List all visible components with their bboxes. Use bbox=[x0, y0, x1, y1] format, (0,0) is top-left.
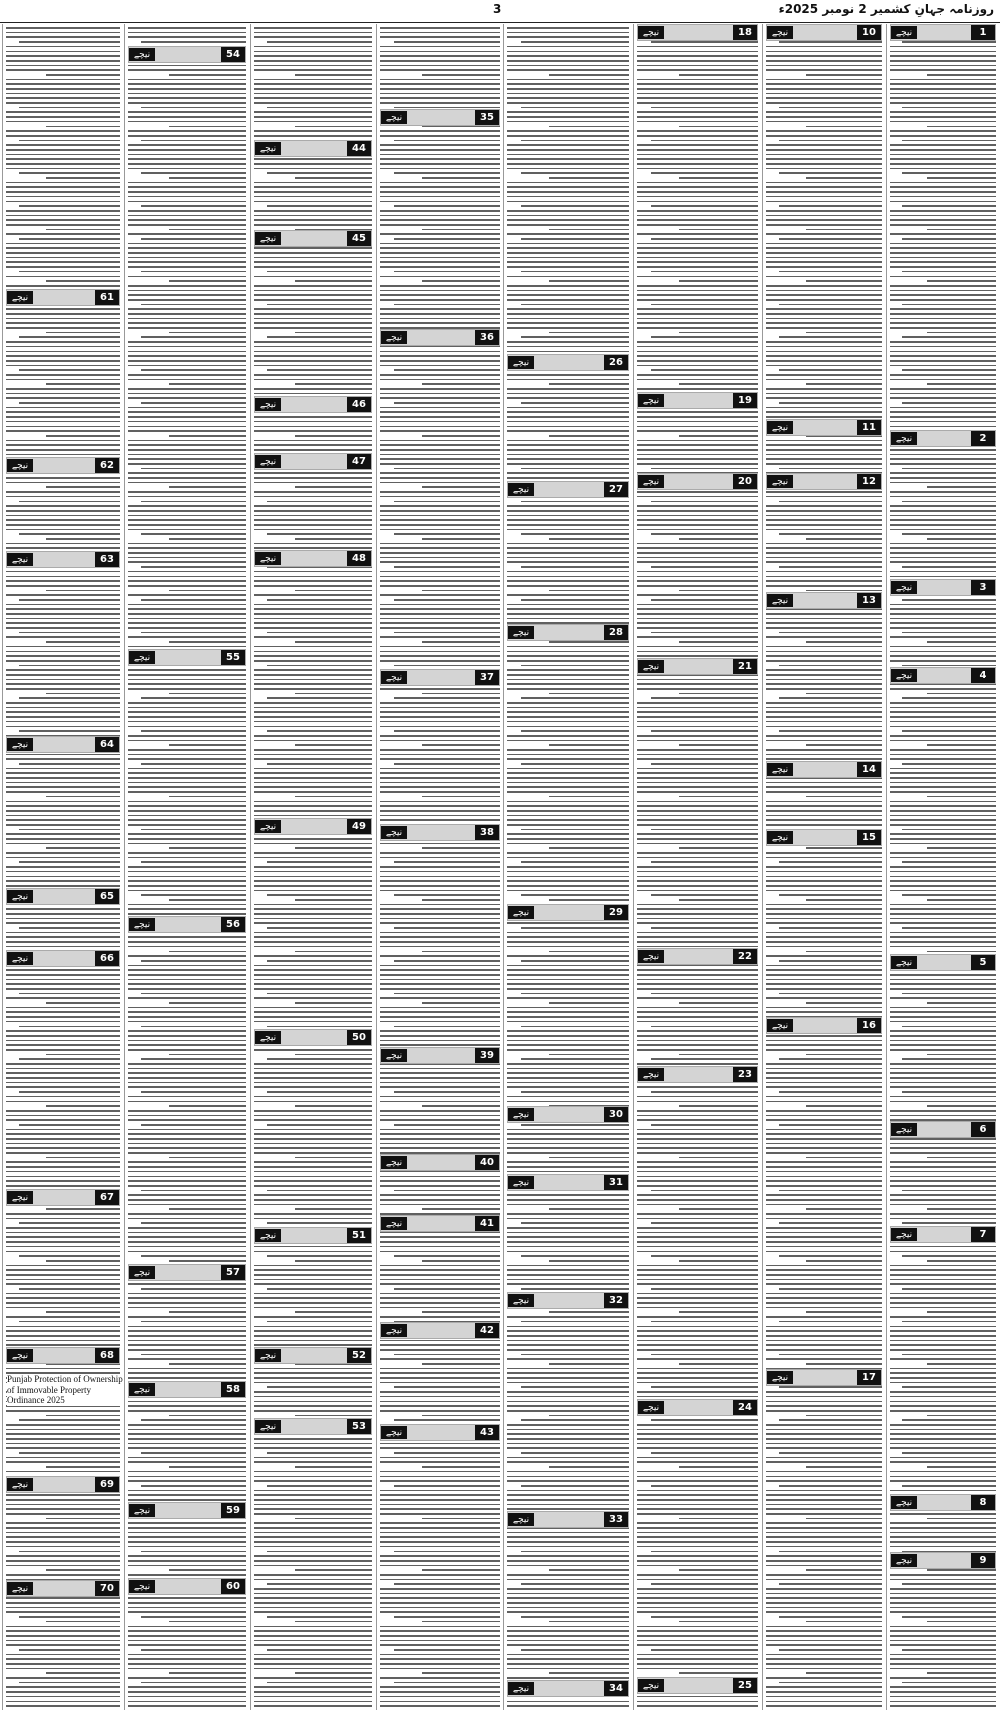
notice-number: 68 bbox=[95, 1348, 119, 1363]
notice-tag: نیچے bbox=[381, 1049, 407, 1062]
notice-tag: نیچے bbox=[7, 952, 33, 965]
notice-number: 1 bbox=[971, 25, 995, 40]
notice-number: 44 bbox=[347, 141, 371, 156]
notice-number: 51 bbox=[347, 1228, 371, 1243]
column-body-text bbox=[765, 24, 883, 1710]
notice-header-55 bbox=[128, 649, 246, 666]
notice-header-14 bbox=[766, 761, 882, 778]
notice-number: 67 bbox=[95, 1190, 119, 1205]
notice-number: 15 bbox=[857, 830, 881, 845]
notice-number: 70 bbox=[95, 1581, 119, 1596]
notice-number: 33 bbox=[604, 1512, 628, 1527]
notice-header-39 bbox=[380, 1047, 500, 1064]
notice-header-7 bbox=[890, 1226, 996, 1243]
notice-number: 32 bbox=[604, 1293, 628, 1308]
notice-number: 43 bbox=[475, 1425, 499, 1440]
notice-number: 55 bbox=[221, 650, 245, 665]
notice-number: 62 bbox=[95, 458, 119, 473]
notice-tag: نیچے bbox=[255, 1031, 281, 1044]
column-body-text bbox=[379, 24, 501, 1710]
notice-number: 35 bbox=[475, 110, 499, 125]
notice-column-8 bbox=[2, 24, 123, 1710]
notice-number: 53 bbox=[347, 1419, 371, 1434]
notice-header-65 bbox=[6, 888, 120, 905]
notice-header-54 bbox=[128, 46, 246, 63]
notice-number: 66 bbox=[95, 951, 119, 966]
notice-tag: نیچے bbox=[767, 1371, 793, 1384]
notice-number: 18 bbox=[733, 25, 757, 40]
notice-number: 41 bbox=[475, 1216, 499, 1231]
newspaper-title: روزنامہ جہانِ کشمیر 2 نومبر 2025ء bbox=[778, 2, 994, 16]
notice-tag: نیچے bbox=[7, 459, 33, 472]
notice-tag: نیچے bbox=[638, 1068, 664, 1081]
notice-tag: نیچے bbox=[255, 1229, 281, 1242]
notice-header-30 bbox=[507, 1106, 629, 1123]
notice-header-26 bbox=[507, 354, 629, 371]
notice-header-1 bbox=[890, 24, 996, 41]
notice-header-3 bbox=[890, 579, 996, 596]
notice-tag: نیچے bbox=[891, 956, 917, 969]
notice-header-68 bbox=[6, 1347, 120, 1364]
notice-number: 13 bbox=[857, 593, 881, 608]
notice-column-3 bbox=[633, 24, 761, 1710]
notice-tag: نیچے bbox=[255, 1420, 281, 1433]
english-ordinance-text: Punjab Protection of Ownership of Immovable Property Ordinance 2025 bbox=[7, 1374, 123, 1406]
notice-tag: نیچے bbox=[508, 1294, 534, 1307]
notice-tag: نیچے bbox=[129, 1383, 155, 1396]
notice-tag: نیچے bbox=[508, 1176, 534, 1189]
notice-tag: نیچے bbox=[129, 918, 155, 931]
notice-header-35 bbox=[380, 109, 500, 126]
notice-number: 61 bbox=[95, 290, 119, 305]
notice-tag: نیچے bbox=[508, 483, 534, 496]
notice-header-61 bbox=[6, 289, 120, 306]
notice-tag: نیچے bbox=[129, 48, 155, 61]
notice-header-51 bbox=[254, 1227, 372, 1244]
notice-header-69 bbox=[6, 1476, 120, 1493]
notice-number: 30 bbox=[604, 1107, 628, 1122]
notice-header-4 bbox=[890, 667, 996, 684]
notice-tag: نیچے bbox=[255, 820, 281, 833]
notice-tag: نیچے bbox=[508, 906, 534, 919]
notice-number: 10 bbox=[857, 25, 881, 40]
notice-number: 60 bbox=[221, 1579, 245, 1594]
notice-tag: نیچے bbox=[891, 432, 917, 445]
notice-tag: نیچے bbox=[767, 763, 793, 776]
notice-tag: نیچے bbox=[638, 394, 664, 407]
notice-tag: نیچے bbox=[381, 331, 407, 344]
notice-header-18 bbox=[637, 24, 758, 41]
notice-header-28 bbox=[507, 624, 629, 641]
notice-header-49 bbox=[254, 818, 372, 835]
notice-tag: نیچے bbox=[638, 950, 664, 963]
notice-header-21 bbox=[637, 658, 758, 675]
notice-header-12 bbox=[766, 473, 882, 490]
notice-number: 69 bbox=[95, 1477, 119, 1492]
notice-tag: نیچے bbox=[7, 1191, 33, 1204]
notice-number: 9 bbox=[971, 1553, 995, 1568]
notice-header-60 bbox=[128, 1578, 246, 1595]
notice-number: 3 bbox=[971, 580, 995, 595]
notice-number: 49 bbox=[347, 819, 371, 834]
notice-number: 5 bbox=[971, 955, 995, 970]
notice-header-46 bbox=[254, 396, 372, 413]
notice-header-17 bbox=[766, 1369, 882, 1386]
notice-header-59 bbox=[128, 1502, 246, 1519]
notice-tag: نیچے bbox=[7, 738, 33, 751]
notice-header-63 bbox=[6, 551, 120, 568]
notice-tag: نیچے bbox=[508, 1513, 534, 1526]
notice-tag: نیچے bbox=[381, 1156, 407, 1169]
notice-column-7 bbox=[124, 24, 249, 1710]
notice-tag: نیچے bbox=[508, 626, 534, 639]
notice-tag: نیچے bbox=[129, 1266, 155, 1279]
notice-tag: نیچے bbox=[7, 890, 33, 903]
notice-header-53 bbox=[254, 1418, 372, 1435]
notice-tag: نیچے bbox=[7, 1349, 33, 1362]
notice-tag: نیچے bbox=[767, 475, 793, 488]
notice-header-43 bbox=[380, 1424, 500, 1441]
notice-tag: نیچے bbox=[381, 111, 407, 124]
notice-header-23 bbox=[637, 1066, 758, 1083]
notice-tag: نیچے bbox=[767, 831, 793, 844]
notice-header-19 bbox=[637, 392, 758, 409]
notice-header-66 bbox=[6, 950, 120, 967]
notice-number: 23 bbox=[733, 1067, 757, 1082]
notice-tag: نیچے bbox=[891, 1123, 917, 1136]
notice-header-67 bbox=[6, 1189, 120, 1206]
notice-number: 40 bbox=[475, 1155, 499, 1170]
column-body-text bbox=[889, 24, 997, 1710]
notice-number: 59 bbox=[221, 1503, 245, 1518]
column-body-text bbox=[127, 24, 247, 1710]
notice-tag: نیچے bbox=[129, 651, 155, 664]
notice-header-11 bbox=[766, 419, 882, 436]
column-body-text bbox=[253, 24, 373, 1710]
notice-number: 64 bbox=[95, 737, 119, 752]
notice-number: 56 bbox=[221, 917, 245, 932]
notice-header-47 bbox=[254, 453, 372, 470]
notice-number: 52 bbox=[347, 1348, 371, 1363]
notice-header-57 bbox=[128, 1264, 246, 1281]
column-body-text bbox=[636, 24, 759, 1710]
notice-tag: نیچے bbox=[7, 1478, 33, 1491]
notice-tag: نیچے bbox=[767, 594, 793, 607]
notice-number: 54 bbox=[221, 47, 245, 62]
notice-number: 25 bbox=[733, 1678, 757, 1693]
notice-number: 37 bbox=[475, 670, 499, 685]
notice-header-52 bbox=[254, 1347, 372, 1364]
notice-number: 2 bbox=[971, 431, 995, 446]
notice-header-20 bbox=[637, 473, 758, 490]
notice-number: 34 bbox=[604, 1681, 628, 1696]
notice-tag: نیچے bbox=[255, 455, 281, 468]
notice-tag: نیچے bbox=[891, 1228, 917, 1241]
notice-number: 47 bbox=[347, 454, 371, 469]
page-number: 3 bbox=[493, 2, 502, 16]
notice-tag: نیچے bbox=[7, 553, 33, 566]
notice-tag: نیچے bbox=[891, 26, 917, 39]
notice-number: 26 bbox=[604, 355, 628, 370]
notice-tag: نیچے bbox=[891, 1496, 917, 1509]
notice-number: 16 bbox=[857, 1018, 881, 1033]
notice-header-6 bbox=[890, 1121, 996, 1138]
notice-number: 46 bbox=[347, 397, 371, 412]
notice-tag: نیچے bbox=[508, 356, 534, 369]
notice-tag: نیچے bbox=[891, 581, 917, 594]
notice-tag: نیچے bbox=[255, 552, 281, 565]
notice-header-38 bbox=[380, 824, 500, 841]
notice-number: 8 bbox=[971, 1495, 995, 1510]
notice-tag: نیچے bbox=[767, 1019, 793, 1032]
notice-number: 17 bbox=[857, 1370, 881, 1385]
notice-header-10 bbox=[766, 24, 882, 41]
notice-header-9 bbox=[890, 1552, 996, 1569]
notice-number: 28 bbox=[604, 625, 628, 640]
notice-tag: نیچے bbox=[381, 1324, 407, 1337]
notice-header-22 bbox=[637, 948, 758, 965]
notice-number: 36 bbox=[475, 330, 499, 345]
notice-column-5 bbox=[376, 24, 503, 1710]
notice-header-37 bbox=[380, 669, 500, 686]
masthead bbox=[0, 0, 1000, 23]
notice-tag: نیچے bbox=[255, 142, 281, 155]
notice-tag: نیچے bbox=[508, 1108, 534, 1121]
notice-header-64 bbox=[6, 736, 120, 753]
notice-number: 45 bbox=[347, 231, 371, 246]
notice-tag: نیچے bbox=[381, 1426, 407, 1439]
notice-number: 4 bbox=[971, 668, 995, 683]
notice-tag: نیچے bbox=[891, 669, 917, 682]
notice-header-32 bbox=[507, 1292, 629, 1309]
notice-number: 7 bbox=[971, 1227, 995, 1242]
notice-header-58 bbox=[128, 1381, 246, 1398]
notice-tag: نیچے bbox=[638, 660, 664, 673]
notice-tag: نیچے bbox=[508, 1682, 534, 1695]
notice-header-24 bbox=[637, 1399, 758, 1416]
notice-header-8 bbox=[890, 1494, 996, 1511]
notice-tag: نیچے bbox=[7, 1582, 33, 1595]
notice-tag: نیچے bbox=[638, 26, 664, 39]
column-body-text bbox=[506, 24, 630, 1710]
notice-tag: نیچے bbox=[129, 1504, 155, 1517]
notice-number: 63 bbox=[95, 552, 119, 567]
notice-number: 48 bbox=[347, 551, 371, 566]
notice-header-56 bbox=[128, 916, 246, 933]
notice-number: 29 bbox=[604, 905, 628, 920]
notice-number: 20 bbox=[733, 474, 757, 489]
notice-header-40 bbox=[380, 1154, 500, 1171]
notice-number: 39 bbox=[475, 1048, 499, 1063]
notice-number: 14 bbox=[857, 762, 881, 777]
notice-tag: نیچے bbox=[129, 1580, 155, 1593]
notice-tag: نیچے bbox=[255, 1349, 281, 1362]
notice-number: 22 bbox=[733, 949, 757, 964]
notice-number: 24 bbox=[733, 1400, 757, 1415]
notice-header-5 bbox=[890, 954, 996, 971]
notice-header-50 bbox=[254, 1029, 372, 1046]
notice-tag: نیچے bbox=[767, 26, 793, 39]
notice-tag: نیچے bbox=[891, 1554, 917, 1567]
notice-header-13 bbox=[766, 592, 882, 609]
notice-header-42 bbox=[380, 1322, 500, 1339]
notice-number: 12 bbox=[857, 474, 881, 489]
notice-header-2 bbox=[890, 430, 996, 447]
notice-number: 58 bbox=[221, 1382, 245, 1397]
notice-tag: نیچے bbox=[381, 671, 407, 684]
notice-header-16 bbox=[766, 1017, 882, 1034]
notice-tag: نیچے bbox=[255, 232, 281, 245]
notice-header-44 bbox=[254, 140, 372, 157]
notice-number: 21 bbox=[733, 659, 757, 674]
notice-number: 50 bbox=[347, 1030, 371, 1045]
notice-tag: نیچے bbox=[381, 826, 407, 839]
notice-header-27 bbox=[507, 481, 629, 498]
notice-tag: نیچے bbox=[638, 475, 664, 488]
notice-number: 65 bbox=[95, 889, 119, 904]
notice-header-33 bbox=[507, 1511, 629, 1528]
notice-header-62 bbox=[6, 457, 120, 474]
notice-header-29 bbox=[507, 904, 629, 921]
notice-header-15 bbox=[766, 829, 882, 846]
notice-header-48 bbox=[254, 550, 372, 567]
notice-number: 42 bbox=[475, 1323, 499, 1338]
notice-tag: نیچے bbox=[255, 398, 281, 411]
notice-header-45 bbox=[254, 230, 372, 247]
notice-header-25 bbox=[637, 1677, 758, 1694]
notice-number: 11 bbox=[857, 420, 881, 435]
notice-tag: نیچے bbox=[7, 291, 33, 304]
notice-number: 57 bbox=[221, 1265, 245, 1280]
notice-tag: نیچے bbox=[638, 1401, 664, 1414]
notice-number: 38 bbox=[475, 825, 499, 840]
notice-header-34 bbox=[507, 1680, 629, 1697]
notice-number: 27 bbox=[604, 482, 628, 497]
notice-tag: نیچے bbox=[638, 1679, 664, 1692]
notice-header-41 bbox=[380, 1215, 500, 1232]
notice-tag: نیچے bbox=[381, 1217, 407, 1230]
notice-number: 31 bbox=[604, 1175, 628, 1190]
notice-column-2 bbox=[762, 24, 885, 1710]
notice-column-1 bbox=[886, 24, 999, 1710]
notice-tag: نیچے bbox=[767, 421, 793, 434]
notice-number: 6 bbox=[971, 1122, 995, 1137]
notice-column-4 bbox=[503, 24, 632, 1710]
notice-column-6 bbox=[250, 24, 375, 1710]
notice-header-70 bbox=[6, 1580, 120, 1597]
column-body-text bbox=[5, 24, 121, 1710]
notice-header-31 bbox=[507, 1174, 629, 1191]
notice-number: 19 bbox=[733, 393, 757, 408]
notice-header-36 bbox=[380, 329, 500, 346]
